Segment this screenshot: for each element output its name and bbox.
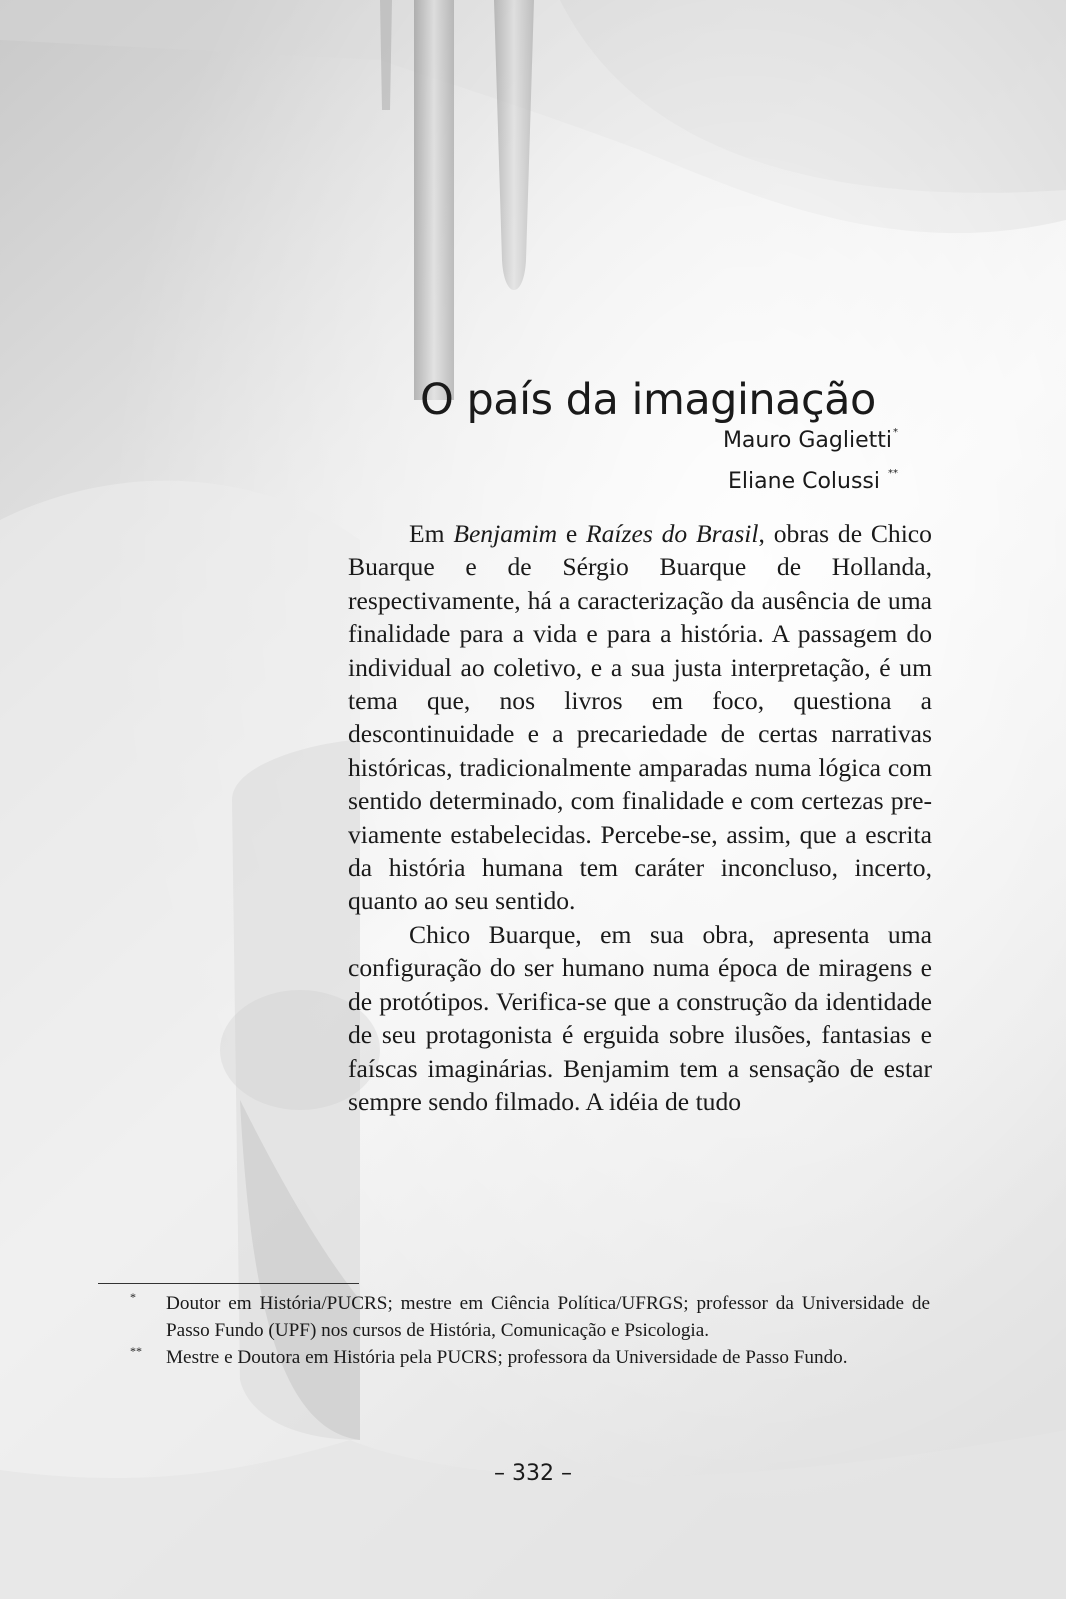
footnote-marker: ** (888, 468, 898, 479)
article-body (348, 517, 932, 1118)
footnote-marker: * (130, 1290, 136, 1304)
author-name: Mauro Gaglietti (722, 428, 892, 453)
author-line (723, 457, 898, 498)
footnote-text: Doutor em História/PUCRS; mestre em Ciência Política/UFRGS; professor da Universidade de Passo Fundo (UPF) nos cursos de História, Comunicação e Psicologia. (166, 1293, 930, 1341)
footnote-marker: * (893, 427, 898, 438)
paragraph (348, 517, 932, 918)
paragraph-text: Em (409, 519, 454, 548)
paragraph-text: e (557, 519, 586, 548)
footnote (130, 1290, 930, 1344)
author-name: Eliane Colussi (728, 469, 887, 494)
article-title: O país da imaginação (420, 374, 876, 425)
page-number: – 332 – (494, 1461, 572, 1486)
footnote (130, 1344, 930, 1371)
paragraph-text: , obras de Chico Buarque e de Sérgio Buarque de Hollanda, respectivamente, há a caracterização da ausência de uma finalidade para a vida e para a história. A passagem do individual ao coletivo, e a sua justa interpretação, é um tema que, nos livros em foco, questiona a descontinuidade e a precariedade de certas narrativas históricas, tradicionalmente amparadas numa lógica com sentido determinado, com finalidade e com certezas previamente estabelecidas. Percebe-se, assim, que a escrita da história humana tem caráter inconcluso, incerto, quanto ao seu sentido. (348, 519, 932, 916)
paragraph: Chico Buarque, em sua obra, apresenta uma configuração do ser humano numa época de miragens e de protótipos. Verifica-se que a construção da identidade de seu protagonista é erguida sobre ilusões, fantasias e faíscas imaginárias. Benjamim tem a sensação de estar sempre sendo filmado. A idéia de tudo (348, 919, 932, 1116)
footnotes (130, 1290, 930, 1371)
footnote-rule (98, 1283, 359, 1284)
footnote-text: Mestre e Doutora em História pela PUCRS; professora da Universidade de Passo Fundo. (166, 1347, 848, 1368)
work-title: Benjamim (453, 519, 558, 548)
author-block (723, 416, 898, 498)
footnote-marker: ** (130, 1344, 142, 1358)
author-line (723, 416, 898, 457)
work-title: Raízes do Brasil (586, 519, 759, 548)
